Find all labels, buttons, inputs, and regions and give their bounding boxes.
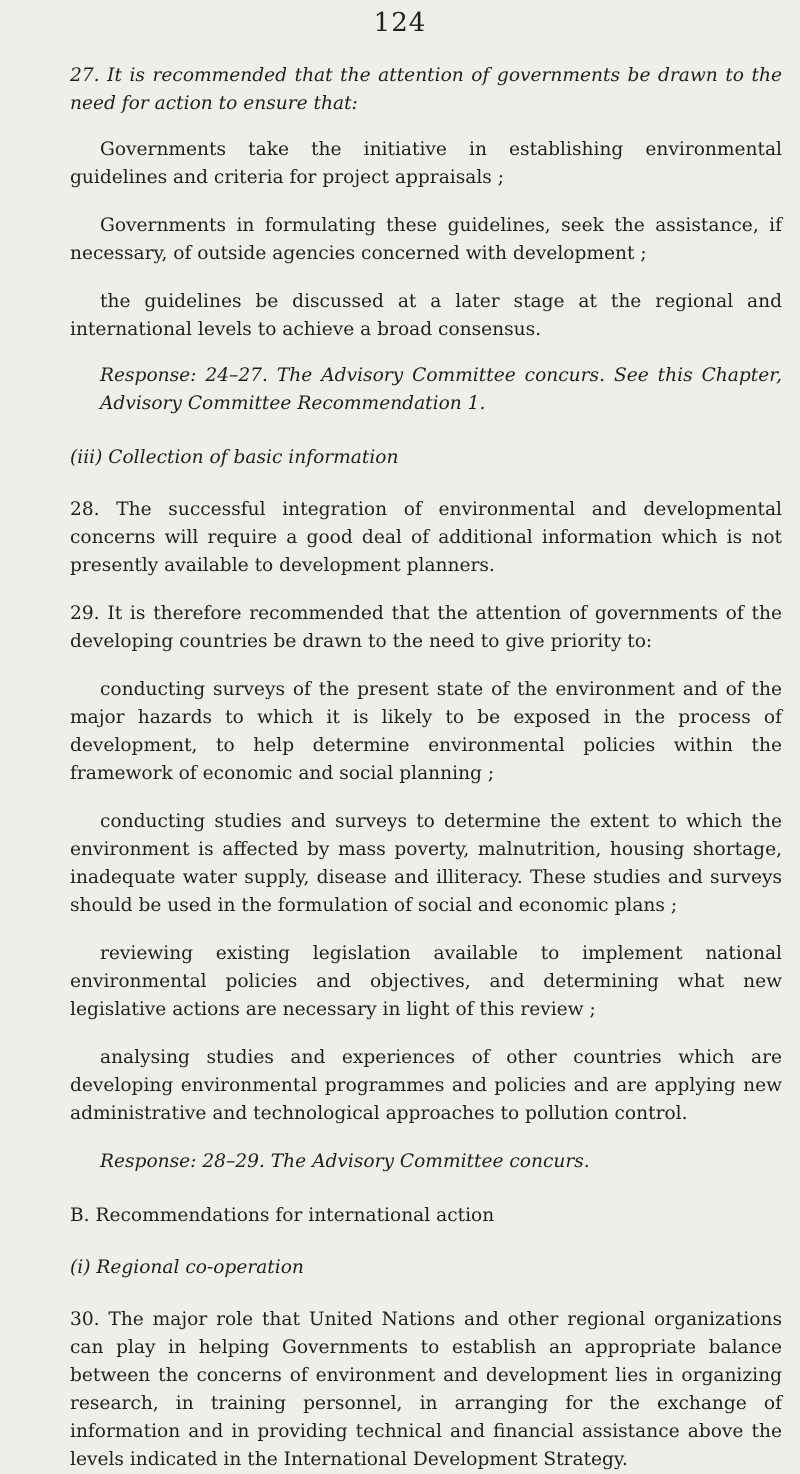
paragraph-27: 27. It is recommended that the attention of governments be drawn to the need for action to ensure that:: [70, 65, 782, 114]
paragraph-27-item-3: the guidelines be discussed at a later stage at the regional and international levels to achieve a broad consensus.: [70, 291, 782, 340]
paragraph-29-item-4: analysing studies and experiences of other countries which are developing environmental programmes and policies and are applying new administrative and technological approaches to pollution control.: [70, 1047, 782, 1124]
response-24-27: Response: 24–27. The Advisory Committee concurs. See this Chapter, Advisory Committee Recommendation 1.: [100, 365, 782, 414]
section-heading-basic-information: (iii) Collection of basic information: [70, 447, 399, 468]
response-28-29: Response: 28–29. The Advisory Committee concurs.: [100, 1151, 590, 1172]
paragraph-29: 29. It is therefore recommended that the attention of governments of the developing countries be drawn to the need to give priority to:: [70, 603, 782, 652]
paragraph-27-item-2: Governments in formulating these guidelines, seek the assistance, if necessary, of outside agencies concerned with development ;: [70, 215, 782, 264]
paragraph-28: 28. The successful integration of environmental and developmental concerns will require a good deal of additional information which is not presently available to development planners.: [70, 499, 782, 576]
paragraph-30: 30. The major role that United Nations and other regional organizations can play in helping Governments to establish an appropriate balance between the concerns of environment and development lies in organizing research, in training personnel, in arranging for the exchange of information and in providing technical and financial assistance above the levels indicated in the International Development Strategy.: [70, 1309, 782, 1470]
paragraph-29-item-3: reviewing existing legislation available to implement national environmental policies and objectives, and determining what new legislative actions are necessary in light of this review ;: [70, 943, 782, 1020]
page-number: 124: [373, 8, 427, 38]
paragraph-27-item-1: Governments take the initiative in establishing environmental guidelines and criteria for project appraisals ;: [70, 139, 782, 188]
paragraph-29-item-2: conducting studies and surveys to determine the extent to which the environment is affected by mass poverty, malnutrition, housing shortage, inadequate water supply, disease and illiteracy. These studies and surveys should be used in the formulation of social and economic plans ;: [70, 811, 782, 916]
paragraph-29-item-1: conducting surveys of the present state of the environment and of the major hazards to which it is likely to be exposed in the process of development, to help determine environmental policies within the framework of economic and social planning ;: [70, 679, 782, 784]
subsection-heading-regional-cooperation: (i) Regional co-operation: [70, 1257, 304, 1278]
section-heading-international-action: B. Recommendations for international action: [70, 1205, 495, 1226]
